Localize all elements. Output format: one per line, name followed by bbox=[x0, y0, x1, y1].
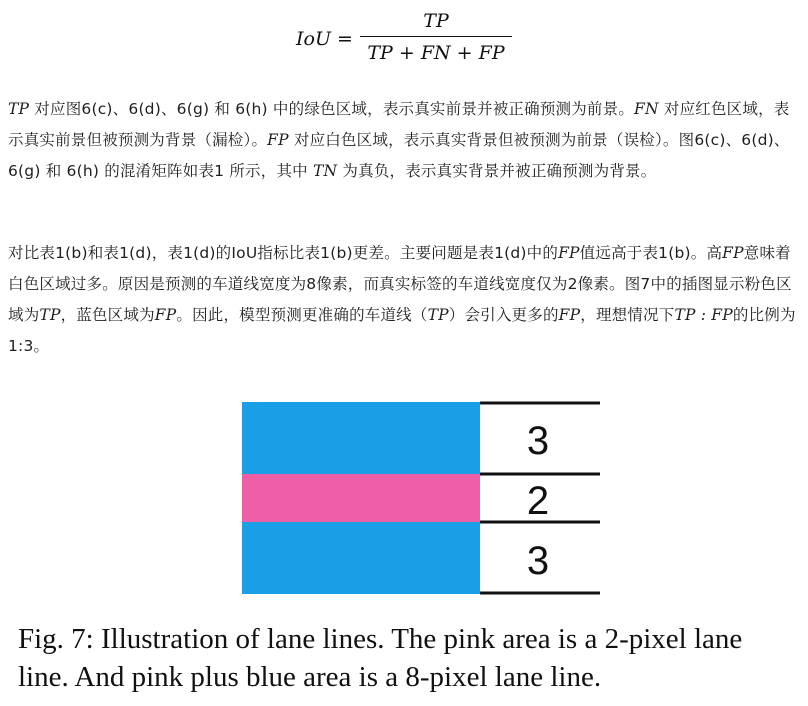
text-tn-definition: 为真负，表示真实背景并被正确预测为背景。 bbox=[337, 162, 657, 180]
analysis-math-6: FP bbox=[558, 306, 581, 324]
analysis-math-3: TP bbox=[39, 306, 61, 324]
math-fn: FN bbox=[634, 100, 659, 118]
math-tp: TP bbox=[8, 100, 30, 118]
analysis-math-5: TP bbox=[427, 306, 449, 324]
label-top-width: 3 bbox=[526, 419, 550, 463]
math-fp: FP bbox=[267, 131, 289, 149]
analysis-text-5: 。因此，模型预测更准确的车道线（ bbox=[176, 306, 428, 324]
analysis-math-2: FP bbox=[722, 244, 744, 262]
pink-region bbox=[242, 474, 480, 522]
analysis-math-7: TP : FP bbox=[674, 306, 733, 324]
label-middle-width: 2 bbox=[526, 479, 550, 523]
lane-line-figure bbox=[0, 398, 808, 618]
analysis-text-4: ，蓝色区域为 bbox=[60, 306, 155, 324]
text-tp-definition: 对应图6(c)、6(d)、6(g) 和 6(h) 中的绿色区域，表示真实前景并被正确预测为前景。 bbox=[29, 100, 635, 118]
figure-caption: Fig. 7: Illustration of lane lines. The pink area is a 2-pixel lane line. And pink plus blue area is a 8-pixel lane line. bbox=[18, 623, 743, 693]
lane-line-illustration bbox=[0, 398, 808, 618]
text-fp-definition: 对应白色区域，表示真实背景但被预测为前景（误检）。图6(c)、6(d)、6(g) 和 6(h) 的混淆矩阵如表1 所示，其中 bbox=[8, 131, 790, 180]
label-bottom-width: 3 bbox=[526, 539, 550, 583]
analysis-text-6: ）会引入更多的 bbox=[448, 306, 559, 324]
paragraph-definitions bbox=[8, 94, 798, 187]
paragraph-analysis bbox=[8, 238, 798, 362]
fraction-bar bbox=[360, 36, 512, 37]
analysis-text-1: 对比表1(b)和表1(d)，表1(d)的IoU指标比表1(b)更差。主要问题是表1(d)中的 bbox=[8, 244, 559, 262]
formula-fraction bbox=[360, 8, 512, 66]
analysis-text-8: 的比例为1:3。 bbox=[8, 306, 796, 355]
iou-formula bbox=[0, 8, 808, 68]
analysis-math-1: FP bbox=[558, 244, 580, 262]
formula-denominator: TP + FN + FP bbox=[367, 42, 505, 64]
analysis-text-2: 值远高于表1(b)。高 bbox=[579, 244, 723, 262]
text-fn-definition: 对应红色区域，表示真实前景但被预测为背景（漏检）。 bbox=[8, 100, 790, 149]
blue-region-bottom bbox=[242, 522, 480, 594]
formula-lhs: IoU = bbox=[296, 28, 353, 50]
formula-numerator: TP bbox=[423, 10, 449, 32]
blue-region-top bbox=[242, 402, 480, 474]
math-tn: TN bbox=[312, 162, 338, 180]
analysis-text-7: ，理想情况下 bbox=[580, 306, 675, 324]
analysis-text-3: 意味着白色区域过多。原因是预测的车道线宽度为8像素，而真实标签的车道线宽度仅为2像素。图7中的插图显示粉色区域为 bbox=[8, 244, 792, 324]
analysis-math-4: FP bbox=[154, 306, 177, 324]
